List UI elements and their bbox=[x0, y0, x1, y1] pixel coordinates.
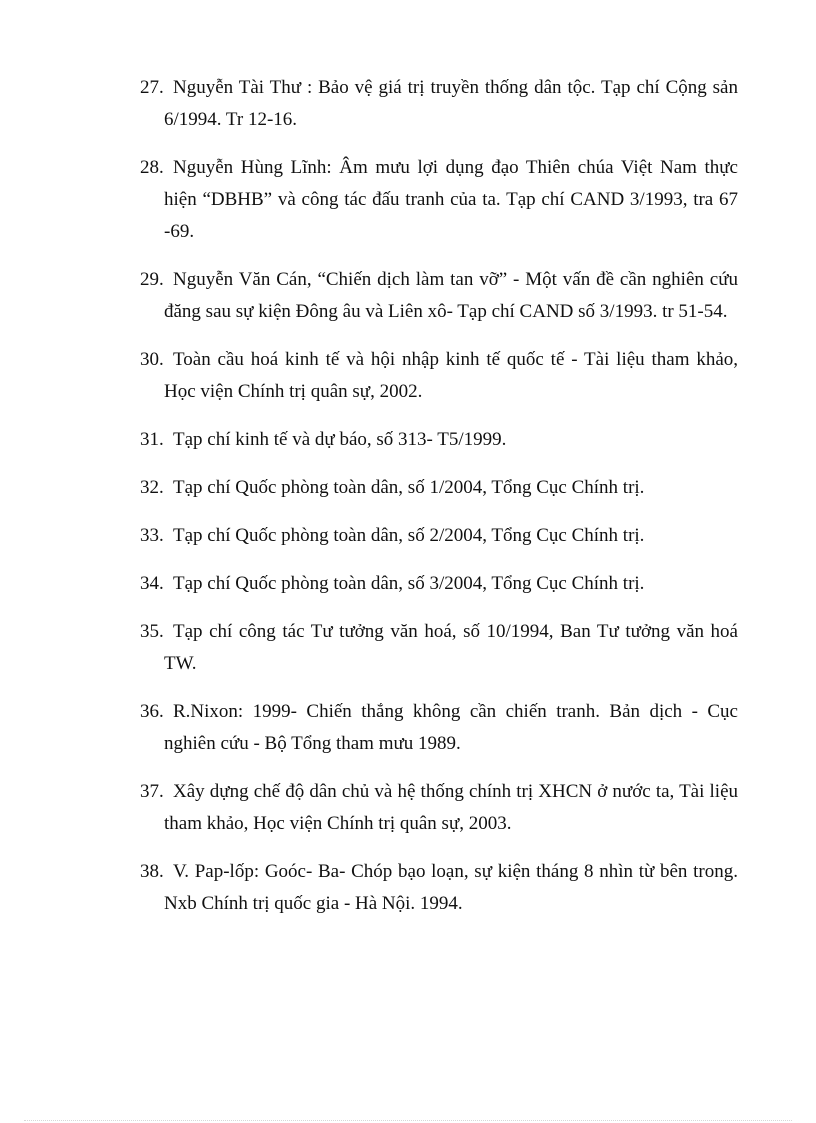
reference-item bbox=[140, 424, 738, 456]
reference-number: 30. bbox=[140, 349, 164, 370]
reference-text: Nguyễn Tài Thư : Bảo vệ giá trị truyền thống dân tộc. Tạp chí Cộng sản 6/1994. Tr 12-16. bbox=[164, 77, 738, 130]
reference-text: Nguyễn Văn Cán, “Chiến dịch làm tan vỡ” - Một vấn đề cần nghiên cứu đăng sau sự kiện Đông âu và Liên xô- Tạp chí CAND số 3/1993. tr 51-54. bbox=[164, 269, 738, 322]
reference-text: Tạp chí kinh tế và dự báo, số 313- T5/1999. bbox=[173, 429, 507, 450]
reference-item bbox=[140, 264, 738, 328]
reference-number: 31. bbox=[140, 429, 164, 450]
reference-text: Toàn cầu hoá kinh tế và hội nhập kinh tế quốc tế - Tài liệu tham khảo, Học viện Chính trị quân sự, 2002. bbox=[164, 349, 738, 402]
reference-number: 38. bbox=[140, 861, 164, 882]
reference-text: Tạp chí Quốc phòng toàn dân, số 3/2004, Tổng Cục Chính trị. bbox=[173, 573, 645, 594]
page-bottom-divider bbox=[24, 1120, 792, 1121]
reference-item bbox=[140, 856, 738, 920]
reference-number: 28. bbox=[140, 157, 164, 178]
reference-list bbox=[140, 72, 738, 936]
reference-item bbox=[140, 72, 738, 136]
reference-text: Tạp chí công tác Tư tưởng văn hoá, số 10/1994, Ban Tư tưởng văn hoá TW. bbox=[164, 621, 738, 674]
reference-number: 33. bbox=[140, 525, 164, 546]
reference-item bbox=[140, 344, 738, 408]
reference-number: 29. bbox=[140, 269, 164, 290]
reference-item bbox=[140, 776, 738, 840]
reference-item bbox=[140, 568, 738, 600]
reference-text: Nguyễn Hùng Lĩnh: Âm mưu lợi dụng đạo Thiên chúa Việt Nam thực hiện “DBHB” và công tác đấu tranh của ta. Tạp chí CAND 3/1993, tra 67 -69. bbox=[164, 157, 738, 242]
reference-item bbox=[140, 520, 738, 552]
reference-item bbox=[140, 616, 738, 680]
reference-item bbox=[140, 152, 738, 248]
reference-text: R.Nixon: 1999- Chiến thắng không cần chiến tranh. Bản dịch - Cục nghiên cứu - Bộ Tổng tham mưu 1989. bbox=[164, 701, 738, 754]
reference-number: 32. bbox=[140, 477, 164, 498]
reference-text: Xây dựng chế độ dân chủ và hệ thống chính trị XHCN ở nước ta, Tài liệu tham khảo, Học viện Chính trị quân sự, 2003. bbox=[164, 781, 738, 834]
reference-item bbox=[140, 696, 738, 760]
reference-number: 35. bbox=[140, 621, 164, 642]
reference-number: 37. bbox=[140, 781, 164, 802]
reference-text: V. Pap-lốp: Goóc- Ba- Chóp bạo loạn, sự kiện tháng 8 nhìn từ bên trong. Nxb Chính trị quốc gia - Hà Nội. 1994. bbox=[164, 861, 738, 914]
reference-number: 34. bbox=[140, 573, 164, 594]
reference-number: 36. bbox=[140, 701, 164, 722]
reference-item bbox=[140, 472, 738, 504]
reference-text: Tạp chí Quốc phòng toàn dân, số 2/2004, Tổng Cục Chính trị. bbox=[173, 525, 645, 546]
reference-text: Tạp chí Quốc phòng toàn dân, số 1/2004, Tổng Cục Chính trị. bbox=[173, 477, 645, 498]
reference-number: 27. bbox=[140, 77, 164, 98]
